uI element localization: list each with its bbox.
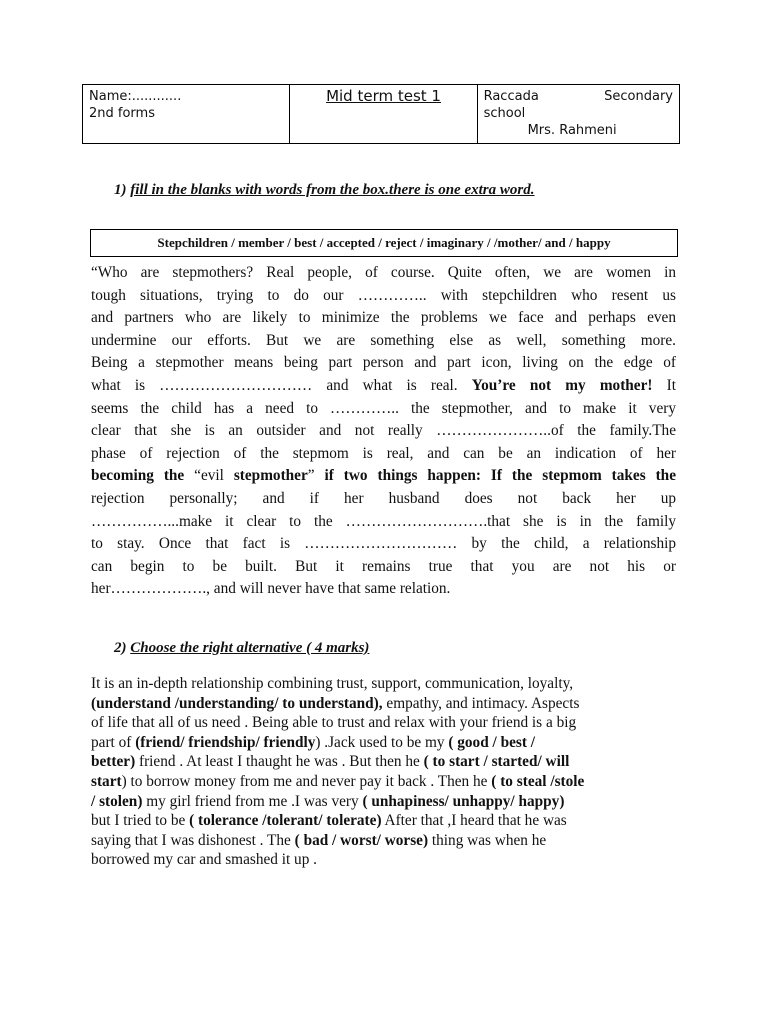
question-2-instruction: Choose the right alternative ( 4 marks) [130,640,370,656]
exercise-segment: borrowed my car and smashed it up . [91,851,317,869]
test-title-cell [290,85,477,144]
exercise-line [91,713,671,733]
exercise-segment: ) to borrow money from me and never pay it back . Then he [121,772,492,790]
exercise-segment: my girl friend from me .I was very [142,792,363,810]
exercise-segment: It is an in-depth relationship combining trust, support, communication, loyalty, [91,675,574,692]
passage-segment: ……………...make it clear to the ……………………….that she is in the family [91,512,676,530]
passage-line [91,420,676,443]
passage-segment: can begin to be built. But it remains true that you are not his or [91,557,676,575]
question-1-title [114,182,534,199]
passage-line [91,578,676,601]
test-title: Mid term test 1 [326,87,441,105]
question-2-number: 2) [114,640,127,656]
passage-segment: what is ………………………… and what is real. [91,376,472,394]
alternative-options: (understand /understanding/ to understand), [91,694,383,712]
school-word-school: school [483,106,526,121]
passage-emphasis: stepmother [233,467,308,485]
alternative-options: ( to steal /stole [491,772,585,790]
passage-line [91,465,676,488]
passage-line [91,556,676,579]
alternative-options: ( good / best / [448,733,536,751]
passage-segment: her………………., and will never have that same relation. [91,580,451,598]
passage-line [91,398,676,421]
school-word-secondary: Secondary [604,89,673,104]
passage-line [91,307,676,330]
passage-segment: clear that she is an outsider and not really …………………..of the family.The [91,422,676,440]
passage-emphasis: becoming the [91,467,185,485]
school-name-line [484,88,673,105]
passage-segment: undermine our efforts. But we are something else as well, something more. [91,331,676,349]
passage-line [91,511,676,534]
passage-segment: “evil [184,467,234,485]
question-1-instruction: fill in the blanks with words from the box.there is one extra word. [130,182,535,198]
passage-text [91,262,676,601]
passage-segment: phase of rejection of the stepmom is real, and can be an indication of her [91,444,676,462]
word-box: Stepchildren / member / best / accepted / reject / imaginary / /mother/ and / happy [90,229,678,257]
school-info-cell [477,85,679,144]
exercise-segment: empathy, and intimacy. Aspects [382,694,580,712]
exercise-line [91,831,671,851]
passage-segment: seems the child has a need to ………….. the stepmother, and to make it very [91,399,676,417]
passage-line [91,488,676,511]
exercise-line [91,811,671,831]
passage-line [91,533,676,556]
header-table [82,84,680,144]
passage-segment: to stay. Once that fact is ………………………… by the child, a relationship [91,535,676,553]
passage-segment: “Who are [91,264,160,281]
exercise-segment: ) .Jack used to be my [315,733,449,751]
teacher-name: Mrs. Rahmeni [527,123,617,138]
class-forms: 2nd forms [89,106,155,121]
exercise-line [91,792,671,812]
exercise-segment: saying that I was dishonest . The [91,831,295,849]
alternative-options: / stolen) [91,792,143,810]
passage-line [91,285,676,308]
question-1-number: 1) [114,182,127,198]
exercise-line [91,733,671,753]
passage-segment: and partners who are likely to minimize the problems we face and perhaps even [91,309,676,327]
passage-line [91,330,676,353]
passage-emphasis: You’re not my mother! [471,376,653,394]
passage-segment: It [652,376,677,394]
name-field-label: Name:............ [89,89,182,104]
exercise-segment: but I tried to be [91,812,190,830]
passage-segment: rejection personally; and if her husband does not back her up [91,489,676,507]
passage-segment: stepmothers? Real people, of course. Quite often, we are women in [159,264,676,281]
exercise-segment: part of [91,733,136,751]
alternative-options: ( to start / started/ will [423,753,570,771]
question-2-title [114,640,369,657]
passage-line [91,443,676,466]
passage-segment: tough situations, trying to do our ………….. with stepchildren who resent us [91,286,676,304]
alternative-options: ( bad / worst/ worse) [294,831,429,849]
student-info-cell [83,85,290,144]
passage-line [91,352,676,375]
exercise-line [91,674,671,694]
alternative-options: start [91,772,122,790]
exercise-segment: After that ,I heard that he was [381,812,567,830]
alternatives-text [91,674,671,870]
exercise-line [91,752,671,772]
exercise-line [91,694,671,714]
exercise-segment: thing was when he [428,831,547,849]
exercise-segment: friend . At least I thaught he was . But then he [135,753,424,771]
passage-segment: Being a stepmother means being part person and part icon, living on the edge of [91,354,676,372]
passage-line [91,262,676,285]
passage-line [91,375,676,398]
exercise-line [91,772,671,792]
passage-segment: ” [307,467,325,485]
exercise-segment: of life that all of us need . Being able to trust and relax with your friend is a big [91,714,577,732]
alternative-options: better) [91,753,136,771]
passage-emphasis: if two things happen: If the stepmom takes the [324,467,676,485]
exercise-line [91,850,671,870]
alternative-options: ( tolerance /tolerant/ tolerate) [189,812,382,830]
alternative-options: (friend/ friendship/ friendly [135,733,316,751]
school-word-raccada: Raccada [483,89,539,104]
alternative-options: ( unhapiness/ unhappy/ happy) [362,792,565,810]
